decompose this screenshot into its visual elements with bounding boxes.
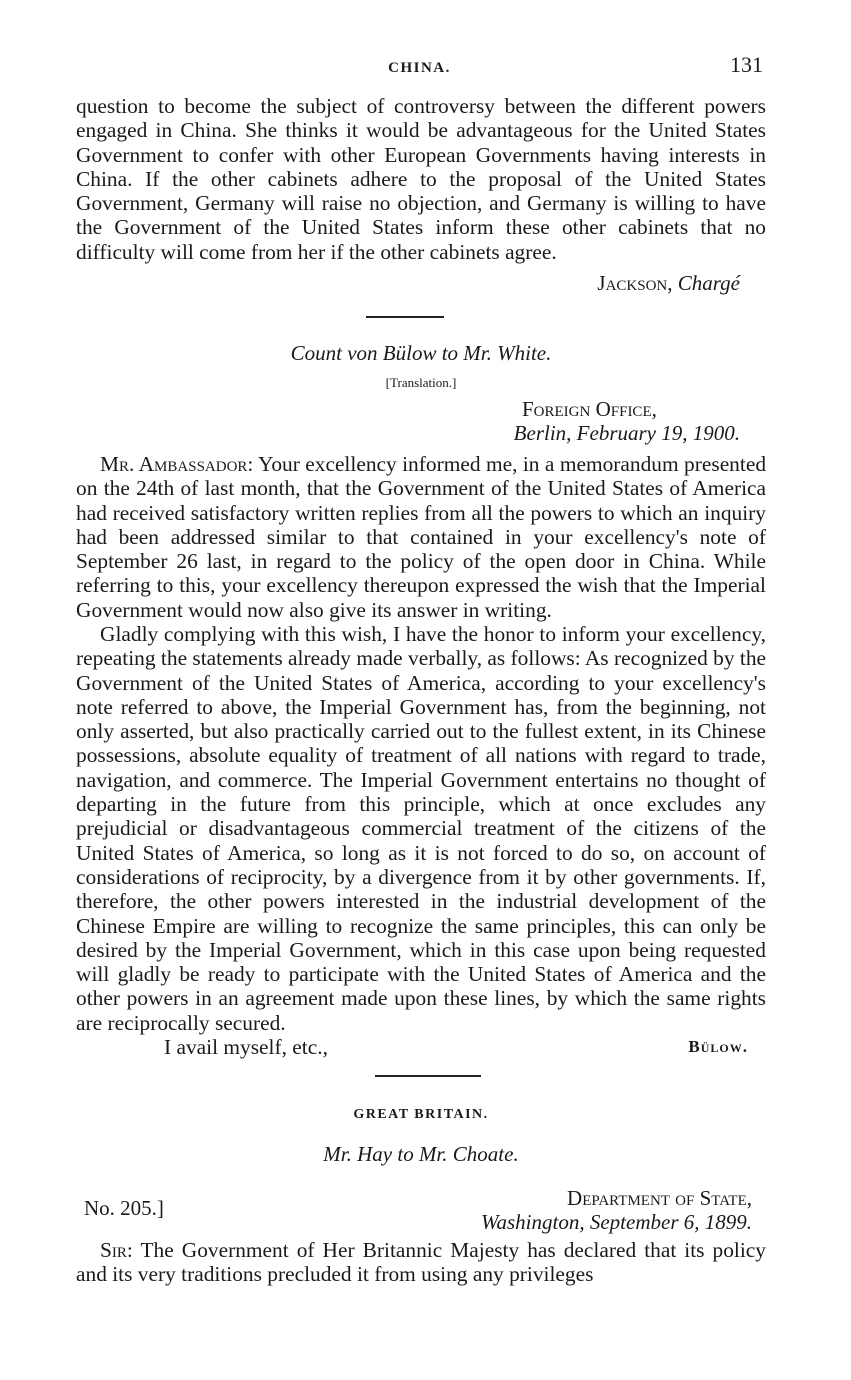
hay-letter-header (84, 1186, 752, 1238)
bulow-paragraph-1: Mr. Ambassador: Your excellency informed me, in a memorandum presented on the 24th of last month, that the Government of the United States of America had received satisfactory written replies from all the powers to which an inquiry had been addressed similar to that contained in your excellency's note of September 26 last, in regard to the policy of the open door in China. While referring to this, your excellency thereupon expressed the wish that the Imperial Government would now also give its answer in writing. (76, 452, 767, 622)
document-number: No. 205.] (84, 1196, 164, 1220)
dateline-date: February 19, 1900. (576, 421, 740, 445)
bulow-signature: Bülow. (688, 1037, 748, 1056)
salutation: Sir: (100, 1238, 133, 1262)
running-title: CHINA. (388, 60, 451, 76)
hay-letter-heading: Mr. Hay to Mr. Choate. (323, 1142, 519, 1166)
department-label: Department of State, (567, 1186, 752, 1210)
jackson-signature: Jackson, Chargé (597, 271, 740, 295)
bulow-letter-heading: Count von Bülow to Mr. White. (290, 341, 552, 365)
section-divider (366, 316, 444, 318)
hay-dateline: Department of State, Washington, September 6, 1899. (480, 1186, 752, 1234)
dateline-date: September 6, 1899. (589, 1210, 752, 1234)
bulow-closing (76, 1035, 748, 1061)
foreign-office-label: Foreign Office, (522, 397, 657, 421)
closing-text: I avail myself, etc., (164, 1035, 328, 1059)
dateline-place: Washington (480, 1210, 580, 1234)
dateline-place: Berlin (513, 421, 567, 445)
jackson-letter-continuation: question to become the subject of controversy between the different powers engaged in China. She thinks it would be advantageous for the United States Government to confer with other European Governments having interests in China. If the other cabinets adhere to the proposal of the United States Government, Germany will raise no objection, and Germany is willing to have the Government of the United States inform these other cabinets that no difficulty will come from her if the other cabinets agree. (76, 94, 766, 264)
salutation: Mr. Ambassador: (100, 452, 254, 476)
running-head (76, 52, 763, 82)
signature-title: Chargé (677, 271, 740, 295)
section-title-great-britain: GREAT BRITAIN. (353, 1107, 489, 1122)
page-number: 131 (730, 52, 763, 77)
bulow-dateline: Berlin, February 19, 1900. (513, 421, 740, 445)
section-divider (375, 1075, 481, 1077)
signature-name: Jackson (597, 271, 668, 295)
translation-note: [Translation.] (385, 375, 457, 390)
hay-paragraph: Sir: The Government of Her Britannic Majesty has declared that its policy and its very traditions precluded it from using any privileges (76, 1238, 766, 1287)
bulow-paragraph-2: Gladly complying with this wish, I have the honor to inform your excellency, repeating the statements already made verbally, as follows: As recognized by the Government of the United States of America, according to your excellency's note referred to above, the Imperial Government has, from the beginning, not only asserted, but also practically carried out to the fullest extent, in its Chinese possessions, absolute equality of treatment of all nations with regard to trade, navigation, and commerce. The Imperial Government entertains no thought of departing in the future from this principle, which at once excludes any prejudicial or disadvantageous commercial treatment of the citizens of the United States of America, so long as it is not forced to do so, on account of considerations of reciprocity, by a divergence from it by other governments. If, therefore, the other powers interested in the industrial development of the Chinese Empire are willing to recognize the same principles, this can only be desired by the Imperial Government, which in this case upon being requested will gladly be ready to participate with the United States of America and the other powers in an agreement made upon these lines, by which the same rights are reciprocally secured. (76, 622, 767, 1035)
